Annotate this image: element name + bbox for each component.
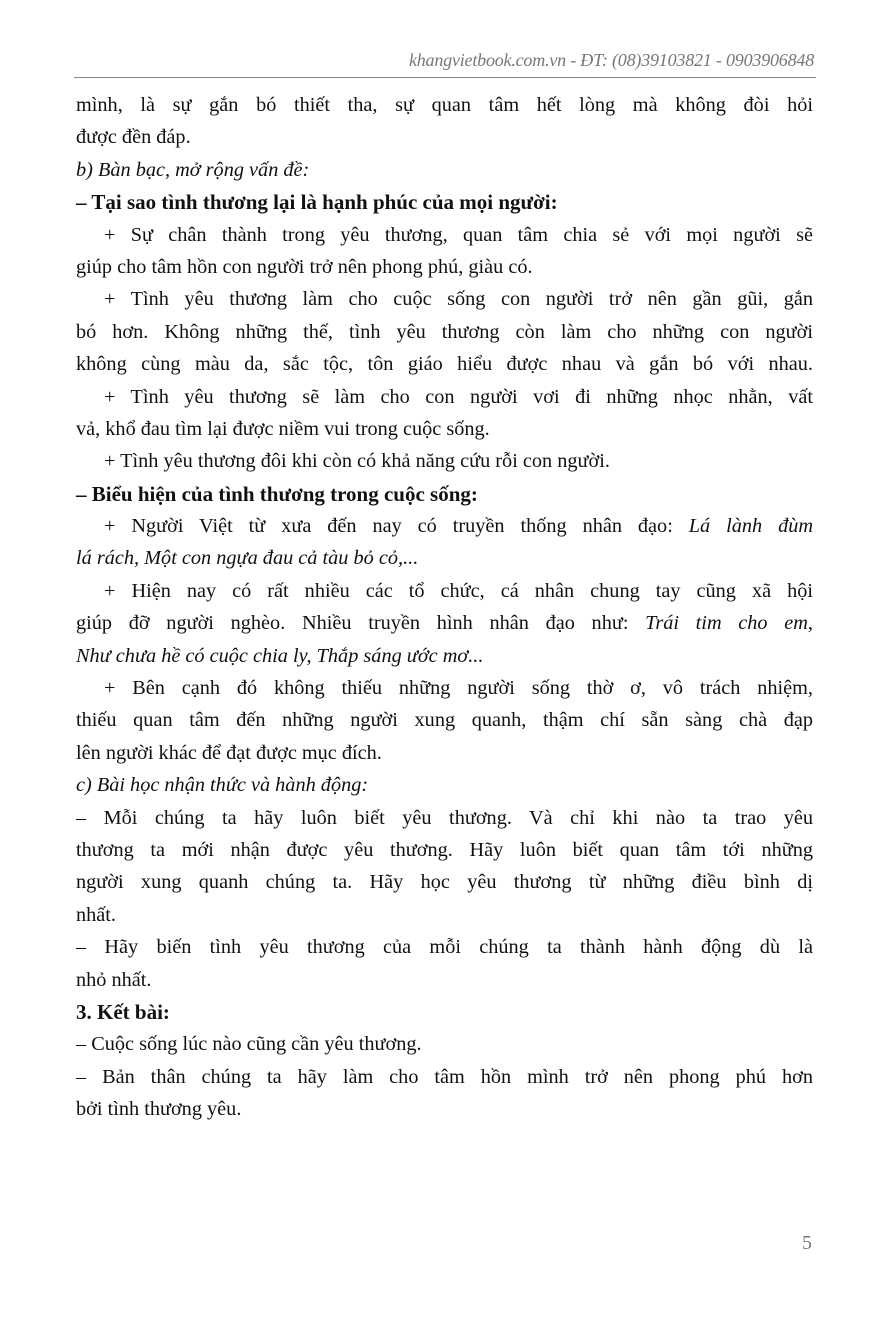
text-line — [76, 219, 813, 251]
text-line — [76, 1093, 813, 1125]
text: nhất. — [76, 903, 116, 926]
text: – Mỗi chúng ta hãy luôn biết yêu thương. Và chỉ khi nào ta trao yêu — [76, 806, 813, 829]
text: vả, khổ đau tìm lại được niềm vui trong cuộc sống. — [76, 417, 490, 440]
text: + Tình yêu thương sẽ làm cho con người vơi đi những nhọc nhằn, vất — [104, 385, 813, 408]
text-line — [76, 121, 813, 153]
document-body — [76, 89, 813, 1126]
text: + Sự chân thành trong yêu thương, quan tâm chia sẻ với mọi người sẽ — [104, 223, 813, 246]
text: – Biểu hiện của tình thương trong cuộc sống: — [76, 481, 478, 506]
text-line — [76, 1028, 813, 1060]
text-line — [76, 381, 813, 413]
italic-text: Như chưa hề có cuộc chia ly, Thắp sáng ước mơ... — [76, 644, 484, 667]
text-line — [76, 769, 813, 801]
italic-text: Lá lành đùm — [688, 515, 814, 538]
text-line — [76, 154, 813, 186]
text: giúp đỡ người nghèo. Nhiều truyền hình nhân đạo như: — [76, 612, 646, 635]
text: – Cuộc sống lúc nào cũng cần yêu thương. — [76, 1033, 422, 1056]
text: – Bản thân chúng ta hãy làm cho tâm hồn mình trở nên phong phú hơn — [76, 1065, 813, 1088]
text-line — [76, 283, 813, 315]
text-line — [76, 575, 813, 607]
text: mình, là sự gắn bó thiết tha, sự quan tâm hết lòng mà không đòi hỏi — [76, 94, 813, 116]
text-line — [76, 316, 813, 348]
text-line — [76, 1061, 813, 1093]
italic-text: b) Bàn bạc, mở rộng vấn đề: — [76, 158, 310, 181]
text-line — [76, 251, 813, 283]
text-line — [76, 802, 813, 834]
text-line — [76, 89, 813, 121]
text: + Hiện nay có rất nhiều các tổ chức, cá nhân chung tay cũng xã hội — [104, 579, 813, 602]
page-header: khangvietbook.com.vn - ĐT: (08)39103821 - 0903906848 — [408, 50, 814, 70]
section-heading-line — [76, 478, 813, 510]
text: + Tình yêu thương làm cho cuộc sống con người trở nên gần gũi, gắn — [104, 288, 813, 311]
text-line — [76, 445, 813, 477]
section-heading-line — [76, 186, 813, 218]
text: 3. Kết bài: — [76, 999, 170, 1024]
text-line — [76, 899, 813, 931]
text: giúp cho tâm hồn con người trở nên phong phú, giàu có. — [76, 255, 533, 278]
italic-text: lá rách, Một con ngựa đau cả tàu bỏ cỏ,... — [76, 547, 419, 570]
text: + Người Việt từ xưa đến nay có truyền thống nhân đạo: — [104, 515, 689, 538]
text-line — [76, 510, 813, 542]
text-line — [76, 348, 813, 380]
text: được đền đáp. — [76, 126, 191, 149]
text: lên người khác để đạt được mục đích. — [76, 741, 382, 764]
text-line — [76, 640, 813, 672]
text: bó hơn. Không những thế, tình yêu thương còn làm cho những con người — [76, 320, 813, 343]
text-line — [76, 834, 813, 866]
header-rule — [74, 77, 816, 78]
text-line — [76, 704, 813, 736]
italic-text: c) Bài học nhận thức và hành động: — [76, 774, 369, 797]
text-line — [76, 931, 813, 963]
text: thiếu quan tâm đến những người xung quanh, thậm chí sẵn sàng chà đạp — [76, 709, 813, 732]
text-line — [76, 413, 813, 445]
text: – Tại sao tình thương lại là hạnh phúc của mọi người: — [76, 190, 558, 215]
text-line — [76, 672, 813, 704]
text: không cùng màu da, sắc tộc, tôn giáo hiểu được nhau và gắn bó với nhau. — [76, 353, 813, 376]
text-line — [76, 607, 813, 639]
text: + Bên cạnh đó không thiếu những người sống thờ ơ, vô trách nhiệm, — [104, 677, 813, 700]
text-line — [76, 737, 813, 769]
italic-text: Trái tim cho em, — [645, 612, 813, 635]
text: bởi tình thương yêu. — [76, 1098, 242, 1121]
text: + Tình yêu thương đôi khi còn có khả năng cứu rỗi con người. — [104, 450, 610, 473]
text: thương ta mới nhận được yêu thương. Hãy luôn biết quan tâm tới những — [76, 838, 813, 861]
text-line — [76, 866, 813, 898]
text-line — [76, 542, 813, 574]
text: nhỏ nhất. — [76, 968, 152, 991]
text: người xung quanh chúng ta. Hãy học yêu thương từ những điều bình dị — [76, 871, 813, 894]
section-heading-line — [76, 996, 813, 1028]
page-number: 5 — [802, 1232, 812, 1254]
text: – Hãy biến tình yêu thương của mỗi chúng ta thành hành động dù là — [76, 936, 813, 959]
text-line — [76, 964, 813, 996]
